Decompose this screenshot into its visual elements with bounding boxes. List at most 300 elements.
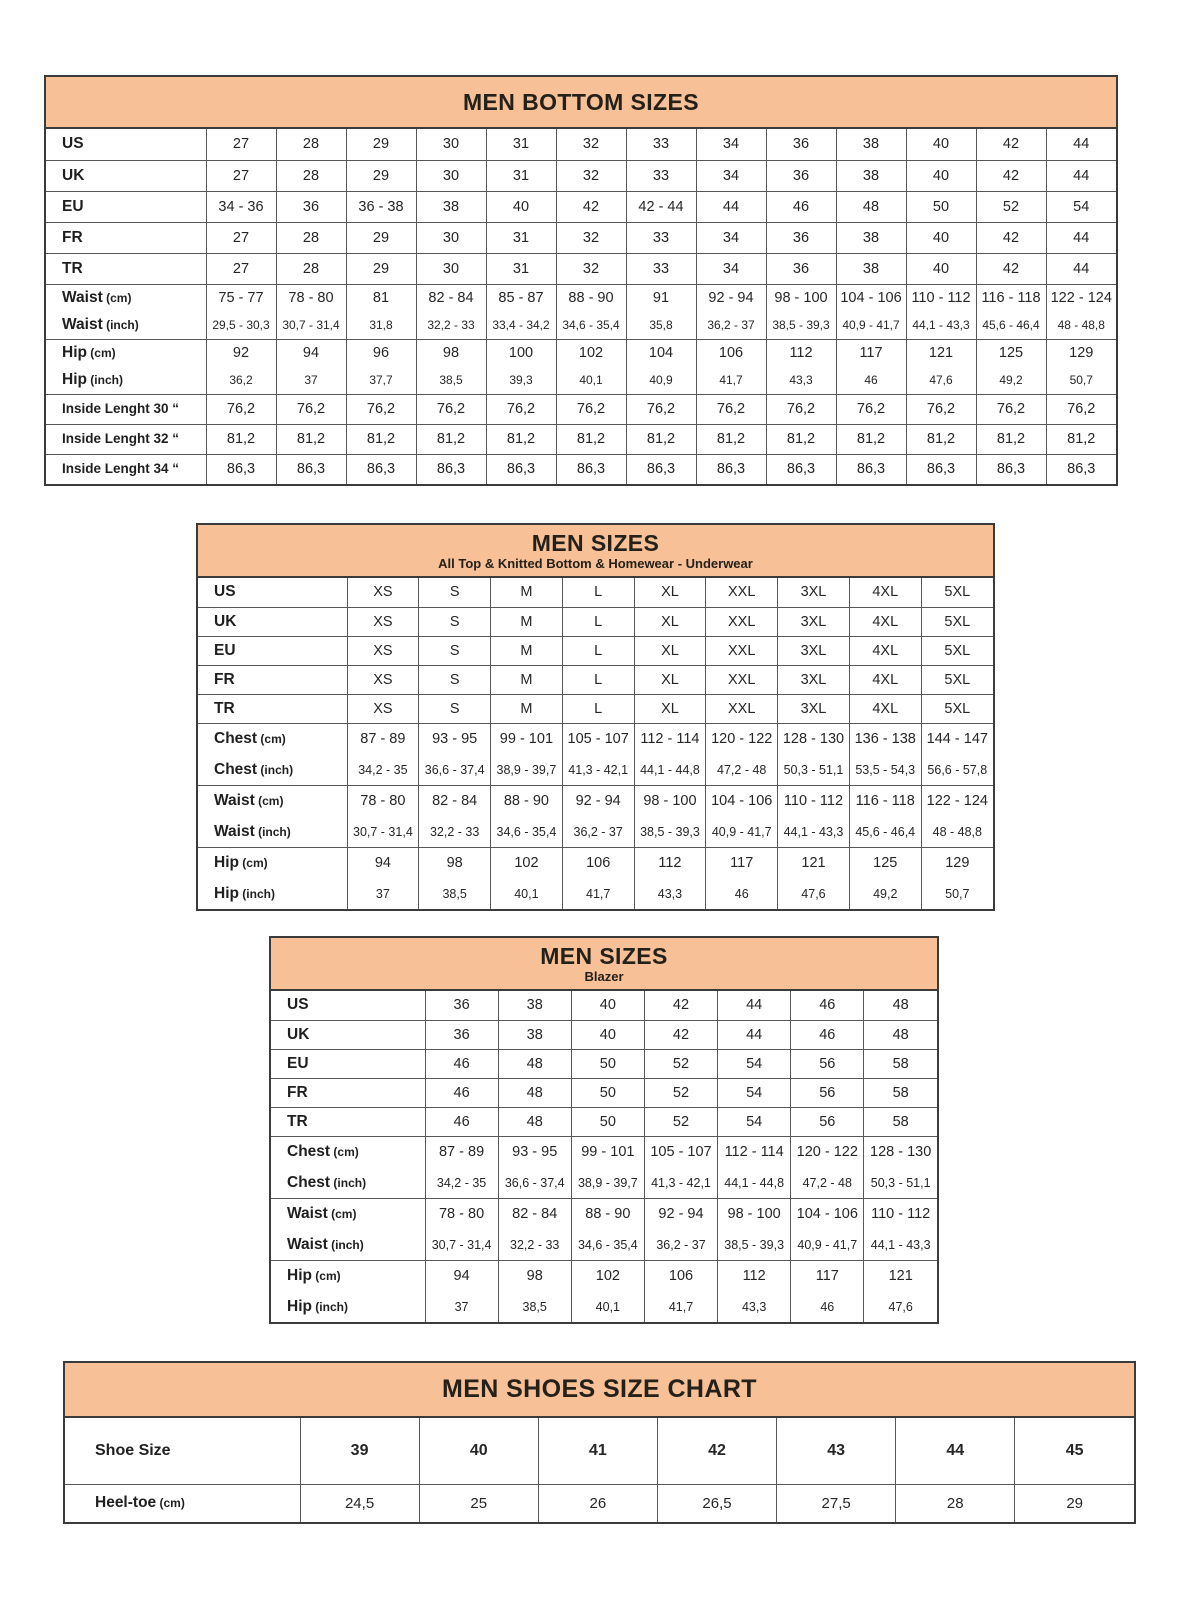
value-cell: 40 bbox=[906, 253, 976, 284]
row-label-cell bbox=[198, 785, 347, 817]
row-label-text: FR bbox=[214, 670, 235, 688]
value-cell: 44 bbox=[1046, 253, 1116, 284]
table-row bbox=[271, 1260, 937, 1292]
value-cell: 36,6 - 37,4 bbox=[498, 1168, 571, 1198]
value-cell: 98 - 100 bbox=[718, 1198, 791, 1230]
row-label-unit: (cm) bbox=[86, 346, 116, 361]
value-cell: XL bbox=[634, 636, 706, 665]
value-cell: 76,2 bbox=[206, 394, 276, 424]
value-cell: 52 bbox=[644, 1049, 717, 1078]
value-cell: XXL bbox=[706, 694, 778, 723]
value-cell: 46 bbox=[791, 1292, 864, 1322]
value-cell: 34 bbox=[696, 160, 766, 191]
value-cell: 48 bbox=[864, 1020, 937, 1049]
men-sizes-blazer-table bbox=[269, 936, 939, 1324]
value-cell: 86,3 bbox=[626, 454, 696, 484]
table-row bbox=[271, 1198, 937, 1230]
value-cell: 47,6 bbox=[778, 879, 850, 909]
value-cell: 98 bbox=[416, 339, 486, 367]
table-row bbox=[198, 723, 993, 755]
value-cell: 37 bbox=[276, 367, 346, 394]
value-cell: XL bbox=[634, 607, 706, 636]
value-cell: 112 - 114 bbox=[634, 723, 706, 755]
row-label-cell bbox=[198, 723, 347, 755]
value-cell: 98 - 100 bbox=[766, 284, 836, 312]
value-cell: 106 bbox=[696, 339, 766, 367]
row-label-text: Shoe Size bbox=[95, 1441, 171, 1459]
value-cell: 5XL bbox=[921, 665, 993, 694]
value-cell: 112 - 114 bbox=[718, 1136, 791, 1168]
row-label-unit: (cm) bbox=[330, 1145, 359, 1160]
value-cell: 50,7 bbox=[1046, 367, 1116, 394]
row-label-unit: (cm) bbox=[311, 1269, 341, 1284]
value-cell: L bbox=[562, 636, 634, 665]
size-table bbox=[46, 129, 1116, 484]
row-label-cell bbox=[46, 454, 206, 484]
value-cell: 110 - 112 bbox=[864, 1198, 937, 1230]
value-cell: 28 bbox=[276, 253, 346, 284]
table-row bbox=[198, 847, 993, 879]
table-header bbox=[46, 77, 1116, 129]
value-cell: 45 bbox=[1015, 1418, 1134, 1484]
value-cell: 112 bbox=[766, 339, 836, 367]
value-cell: 29 bbox=[346, 129, 416, 160]
value-cell: 40,9 - 41,7 bbox=[836, 312, 906, 339]
value-cell: 52 bbox=[644, 1078, 717, 1107]
value-cell: 44 bbox=[696, 191, 766, 222]
row-label-cell bbox=[271, 1107, 425, 1136]
value-cell: 49,2 bbox=[849, 879, 921, 909]
value-cell: 47,6 bbox=[906, 367, 976, 394]
value-cell: 46 bbox=[836, 367, 906, 394]
value-cell: 36 bbox=[766, 222, 836, 253]
value-cell: 44 bbox=[1046, 222, 1116, 253]
value-cell: 117 bbox=[791, 1260, 864, 1292]
value-cell: XXL bbox=[706, 636, 778, 665]
value-cell: 37 bbox=[347, 879, 419, 909]
row-label-cell bbox=[46, 367, 206, 394]
row-label-text: Hip bbox=[287, 1267, 312, 1285]
value-cell: 31,8 bbox=[346, 312, 416, 339]
value-cell: 34,6 - 35,4 bbox=[571, 1230, 644, 1260]
value-cell: 40,9 bbox=[626, 367, 696, 394]
row-label-text: Chest bbox=[287, 1173, 331, 1191]
table-row bbox=[46, 339, 1116, 367]
value-cell: 38,9 - 39,7 bbox=[491, 755, 563, 785]
value-cell: 92 bbox=[206, 339, 276, 367]
row-label-text: Heel-toe bbox=[95, 1494, 157, 1512]
value-cell: 93 - 95 bbox=[498, 1136, 571, 1168]
row-label-text: Waist bbox=[214, 822, 255, 840]
value-cell: 52 bbox=[644, 1107, 717, 1136]
row-label-unit: (cm) bbox=[238, 856, 268, 871]
value-cell: 36 bbox=[425, 1020, 498, 1049]
table-header bbox=[198, 525, 993, 578]
value-cell: 106 bbox=[644, 1260, 717, 1292]
value-cell: 105 - 107 bbox=[562, 723, 634, 755]
value-cell: 4XL bbox=[849, 636, 921, 665]
value-cell: 117 bbox=[836, 339, 906, 367]
value-cell: 56 bbox=[791, 1078, 864, 1107]
value-cell: 40,1 bbox=[491, 879, 563, 909]
row-label-text: Waist bbox=[287, 1235, 328, 1253]
value-cell: 32 bbox=[556, 222, 626, 253]
table-row bbox=[271, 991, 937, 1020]
row-label-cell bbox=[46, 284, 206, 312]
value-cell: 76,2 bbox=[696, 394, 766, 424]
value-cell: 40 bbox=[571, 1020, 644, 1049]
value-cell: 86,3 bbox=[556, 454, 626, 484]
table-title: MEN SIZES bbox=[531, 529, 660, 556]
value-cell: 54 bbox=[718, 1107, 791, 1136]
row-label-cell bbox=[271, 1078, 425, 1107]
row-label-text: Waist bbox=[287, 1205, 328, 1223]
row-label-cell bbox=[46, 424, 206, 454]
value-cell: 81,2 bbox=[416, 424, 486, 454]
value-cell: 38 bbox=[836, 160, 906, 191]
value-cell: 36 bbox=[276, 191, 346, 222]
value-cell: 38 bbox=[498, 1020, 571, 1049]
value-cell: 5XL bbox=[921, 636, 993, 665]
value-cell: 38,5 bbox=[498, 1292, 571, 1322]
value-cell: 81,2 bbox=[346, 424, 416, 454]
men-bottom-sizes-table bbox=[44, 75, 1118, 486]
value-cell: 48 bbox=[864, 991, 937, 1020]
value-cell: 98 - 100 bbox=[634, 785, 706, 817]
value-cell: 38,5 - 39,3 bbox=[718, 1230, 791, 1260]
value-cell: 5XL bbox=[921, 694, 993, 723]
value-cell: 32,2 - 33 bbox=[416, 312, 486, 339]
value-cell: 32 bbox=[556, 129, 626, 160]
row-label-unit: (cm) bbox=[254, 794, 284, 809]
table-row bbox=[271, 1230, 937, 1260]
value-cell: 48 bbox=[498, 1107, 571, 1136]
value-cell: 86,3 bbox=[206, 454, 276, 484]
table-row bbox=[46, 191, 1116, 222]
value-cell: 3XL bbox=[778, 578, 850, 607]
value-cell: 48 bbox=[498, 1049, 571, 1078]
table-row bbox=[46, 222, 1116, 253]
value-cell: 104 bbox=[626, 339, 696, 367]
value-cell: 42 bbox=[556, 191, 626, 222]
value-cell: 76,2 bbox=[1046, 394, 1116, 424]
value-cell: 41 bbox=[538, 1418, 657, 1484]
table-row bbox=[198, 755, 993, 785]
value-cell: 46 bbox=[791, 991, 864, 1020]
value-cell: 29,5 - 30,3 bbox=[206, 312, 276, 339]
row-label-unit: (inch) bbox=[254, 824, 291, 839]
value-cell: 29 bbox=[346, 222, 416, 253]
value-cell: 29 bbox=[346, 253, 416, 284]
value-cell: 4XL bbox=[849, 665, 921, 694]
value-cell: 58 bbox=[864, 1107, 937, 1136]
value-cell: 122 - 124 bbox=[921, 785, 993, 817]
row-label-text: Inside Lenght 30 “ bbox=[62, 401, 180, 416]
value-cell: 44,1 - 44,8 bbox=[718, 1168, 791, 1198]
value-cell: 92 - 94 bbox=[562, 785, 634, 817]
value-cell: 42 bbox=[644, 1020, 717, 1049]
table-row bbox=[271, 1020, 937, 1049]
value-cell: 46 bbox=[791, 1020, 864, 1049]
value-cell: 41,3 - 42,1 bbox=[562, 755, 634, 785]
row-label-cell bbox=[46, 253, 206, 284]
value-cell: 116 - 118 bbox=[976, 284, 1046, 312]
size-table bbox=[65, 1418, 1134, 1522]
value-cell: 88 - 90 bbox=[571, 1198, 644, 1230]
value-cell: 81,2 bbox=[626, 424, 696, 454]
value-cell: 47,2 - 48 bbox=[706, 755, 778, 785]
value-cell: 112 bbox=[718, 1260, 791, 1292]
value-cell: 44,1 - 43,3 bbox=[778, 817, 850, 847]
row-label-cell bbox=[271, 1049, 425, 1078]
table-subtitle: Blazer bbox=[584, 969, 624, 985]
value-cell: XXL bbox=[706, 665, 778, 694]
value-cell: 4XL bbox=[849, 607, 921, 636]
row-label-text: Hip bbox=[214, 854, 239, 872]
value-cell: 58 bbox=[864, 1078, 937, 1107]
value-cell: 32 bbox=[556, 160, 626, 191]
value-cell: 36,2 - 37 bbox=[696, 312, 766, 339]
row-label-cell bbox=[198, 694, 347, 723]
value-cell: 104 - 106 bbox=[706, 785, 778, 817]
row-label-text: Waist bbox=[214, 792, 255, 810]
row-label-cell bbox=[271, 1168, 425, 1198]
value-cell: 48 bbox=[498, 1078, 571, 1107]
row-label-text: FR bbox=[62, 228, 83, 246]
value-cell: M bbox=[491, 607, 563, 636]
row-label-text: EU bbox=[62, 197, 84, 215]
table-row bbox=[271, 1107, 937, 1136]
value-cell: 44 bbox=[1046, 129, 1116, 160]
value-cell: 100 bbox=[486, 339, 556, 367]
value-cell: 42 bbox=[976, 222, 1046, 253]
value-cell: M bbox=[491, 694, 563, 723]
value-cell: 32 bbox=[556, 253, 626, 284]
value-cell: 102 bbox=[571, 1260, 644, 1292]
value-cell: 26 bbox=[538, 1484, 657, 1522]
value-cell: 50,3 - 51,1 bbox=[864, 1168, 937, 1198]
value-cell: 5XL bbox=[921, 607, 993, 636]
value-cell: 33,4 - 34,2 bbox=[486, 312, 556, 339]
value-cell: XS bbox=[347, 694, 419, 723]
value-cell: 88 - 90 bbox=[556, 284, 626, 312]
value-cell: S bbox=[419, 607, 491, 636]
value-cell: 31 bbox=[486, 253, 556, 284]
value-cell: 98 bbox=[498, 1260, 571, 1292]
value-cell: 27,5 bbox=[777, 1484, 896, 1522]
value-cell: 34 bbox=[696, 253, 766, 284]
value-cell: 81,2 bbox=[766, 424, 836, 454]
value-cell: 44 bbox=[896, 1418, 1015, 1484]
value-cell: 81,2 bbox=[276, 424, 346, 454]
value-cell: S bbox=[419, 694, 491, 723]
value-cell: 86,3 bbox=[906, 454, 976, 484]
value-cell: 81,2 bbox=[206, 424, 276, 454]
value-cell: 47,6 bbox=[864, 1292, 937, 1322]
value-cell: 44,1 - 43,3 bbox=[906, 312, 976, 339]
row-label-cell bbox=[46, 191, 206, 222]
row-label-cell bbox=[46, 160, 206, 191]
value-cell: 110 - 112 bbox=[778, 785, 850, 817]
value-cell: 38,5 - 39,3 bbox=[766, 312, 836, 339]
value-cell: 86,3 bbox=[416, 454, 486, 484]
row-label-unit: (inch) bbox=[257, 762, 294, 777]
value-cell: 30,7 - 31,4 bbox=[276, 312, 346, 339]
value-cell: 106 bbox=[562, 847, 634, 879]
row-label-cell bbox=[198, 665, 347, 694]
value-cell: 44,1 - 44,8 bbox=[634, 755, 706, 785]
table-row bbox=[65, 1484, 1134, 1522]
table-row bbox=[271, 1168, 937, 1198]
row-label-cell bbox=[198, 817, 347, 847]
value-cell: 38 bbox=[836, 129, 906, 160]
value-cell: 34,6 - 35,4 bbox=[491, 817, 563, 847]
value-cell: 44 bbox=[718, 1020, 791, 1049]
value-cell: 27 bbox=[206, 160, 276, 191]
value-cell: 76,2 bbox=[766, 394, 836, 424]
table-row bbox=[46, 424, 1116, 454]
value-cell: 144 - 147 bbox=[921, 723, 993, 755]
value-cell: 92 - 94 bbox=[696, 284, 766, 312]
value-cell: 29 bbox=[346, 160, 416, 191]
value-cell: 112 bbox=[634, 847, 706, 879]
value-cell: 38,5 bbox=[419, 879, 491, 909]
table-row bbox=[198, 817, 993, 847]
value-cell: 43,3 bbox=[718, 1292, 791, 1322]
value-cell: 48 - 48,8 bbox=[1046, 312, 1116, 339]
table-title: MEN SIZES bbox=[540, 942, 668, 969]
value-cell: 54 bbox=[1046, 191, 1116, 222]
value-cell: 81,2 bbox=[696, 424, 766, 454]
value-cell: 38 bbox=[836, 222, 906, 253]
value-cell: 36 bbox=[766, 129, 836, 160]
value-cell: 75 - 77 bbox=[206, 284, 276, 312]
row-label-cell bbox=[271, 1230, 425, 1260]
table-row bbox=[271, 1136, 937, 1168]
value-cell: 44,1 - 43,3 bbox=[864, 1230, 937, 1260]
value-cell: 76,2 bbox=[346, 394, 416, 424]
value-cell: 53,5 - 54,3 bbox=[849, 755, 921, 785]
value-cell: 25 bbox=[419, 1484, 538, 1522]
row-label-text: UK bbox=[214, 612, 237, 630]
value-cell: 36,2 bbox=[206, 367, 276, 394]
value-cell: 93 - 95 bbox=[419, 723, 491, 755]
row-label-cell bbox=[198, 607, 347, 636]
value-cell: 41,7 bbox=[562, 879, 634, 909]
value-cell: 38 bbox=[416, 191, 486, 222]
value-cell: 104 - 106 bbox=[791, 1198, 864, 1230]
table-row bbox=[46, 284, 1116, 312]
value-cell: L bbox=[562, 578, 634, 607]
row-label-text: UK bbox=[287, 1025, 310, 1043]
value-cell: 28 bbox=[276, 129, 346, 160]
value-cell: 31 bbox=[486, 160, 556, 191]
value-cell: 5XL bbox=[921, 578, 993, 607]
table-row bbox=[271, 1292, 937, 1322]
table-row bbox=[65, 1418, 1134, 1484]
row-label-unit: (cm) bbox=[102, 291, 132, 306]
value-cell: 50 bbox=[571, 1078, 644, 1107]
value-cell: 76,2 bbox=[836, 394, 906, 424]
row-label-cell bbox=[198, 755, 347, 785]
value-cell: 4XL bbox=[849, 694, 921, 723]
value-cell: 34,2 - 35 bbox=[425, 1168, 498, 1198]
value-cell: 34 - 36 bbox=[206, 191, 276, 222]
row-label-cell bbox=[46, 129, 206, 160]
value-cell: 30 bbox=[416, 129, 486, 160]
value-cell: M bbox=[491, 578, 563, 607]
table-row bbox=[198, 785, 993, 817]
row-label-text: Waist bbox=[62, 289, 103, 307]
value-cell: 32,2 - 33 bbox=[419, 817, 491, 847]
value-cell: 40 bbox=[906, 160, 976, 191]
value-cell: 36 bbox=[766, 253, 836, 284]
value-cell: 91 bbox=[626, 284, 696, 312]
row-label-cell bbox=[271, 1020, 425, 1049]
men-sizes-top-knitted-table bbox=[196, 523, 995, 911]
value-cell: 56 bbox=[791, 1049, 864, 1078]
value-cell: 3XL bbox=[778, 607, 850, 636]
row-label-text: US bbox=[62, 135, 84, 153]
value-cell: 120 - 122 bbox=[706, 723, 778, 755]
value-cell: 40 bbox=[571, 991, 644, 1020]
table-row bbox=[46, 454, 1116, 484]
value-cell: 86,3 bbox=[1046, 454, 1116, 484]
row-label-unit: (inch) bbox=[330, 1175, 367, 1190]
value-cell: M bbox=[491, 636, 563, 665]
value-cell: XS bbox=[347, 665, 419, 694]
value-cell: 36,2 - 37 bbox=[644, 1230, 717, 1260]
row-label-text: UK bbox=[62, 166, 85, 184]
value-cell: 31 bbox=[486, 222, 556, 253]
row-label-cell bbox=[271, 1136, 425, 1168]
value-cell: 87 - 89 bbox=[425, 1136, 498, 1168]
value-cell: 32,2 - 33 bbox=[498, 1230, 571, 1260]
value-cell: 94 bbox=[425, 1260, 498, 1292]
value-cell: 54 bbox=[718, 1049, 791, 1078]
value-cell: 40 bbox=[419, 1418, 538, 1484]
value-cell: 86,3 bbox=[276, 454, 346, 484]
value-cell: 48 bbox=[836, 191, 906, 222]
value-cell: 128 - 130 bbox=[864, 1136, 937, 1168]
value-cell: 104 - 106 bbox=[836, 284, 906, 312]
value-cell: 42 bbox=[644, 991, 717, 1020]
row-label-unit: (inch) bbox=[327, 1237, 364, 1252]
row-label-cell bbox=[46, 222, 206, 253]
value-cell: 38,5 - 39,3 bbox=[634, 817, 706, 847]
value-cell: L bbox=[562, 607, 634, 636]
value-cell: 33 bbox=[626, 160, 696, 191]
men-shoes-size-chart-table bbox=[63, 1361, 1136, 1524]
value-cell: 44 bbox=[718, 991, 791, 1020]
value-cell: 27 bbox=[206, 222, 276, 253]
value-cell: 81,2 bbox=[556, 424, 626, 454]
value-cell: S bbox=[419, 636, 491, 665]
value-cell: 78 - 80 bbox=[276, 284, 346, 312]
value-cell: 92 - 94 bbox=[644, 1198, 717, 1230]
value-cell: 39 bbox=[300, 1418, 419, 1484]
table-row bbox=[46, 367, 1116, 394]
row-label-cell bbox=[271, 991, 425, 1020]
value-cell: 41,7 bbox=[696, 367, 766, 394]
value-cell: 37,7 bbox=[346, 367, 416, 394]
value-cell: 42 bbox=[657, 1418, 776, 1484]
value-cell: 38 bbox=[498, 991, 571, 1020]
row-label-unit: (cm) bbox=[257, 732, 286, 747]
value-cell: 3XL bbox=[778, 665, 850, 694]
value-cell: 37 bbox=[425, 1292, 498, 1322]
row-label-cell bbox=[198, 879, 347, 909]
